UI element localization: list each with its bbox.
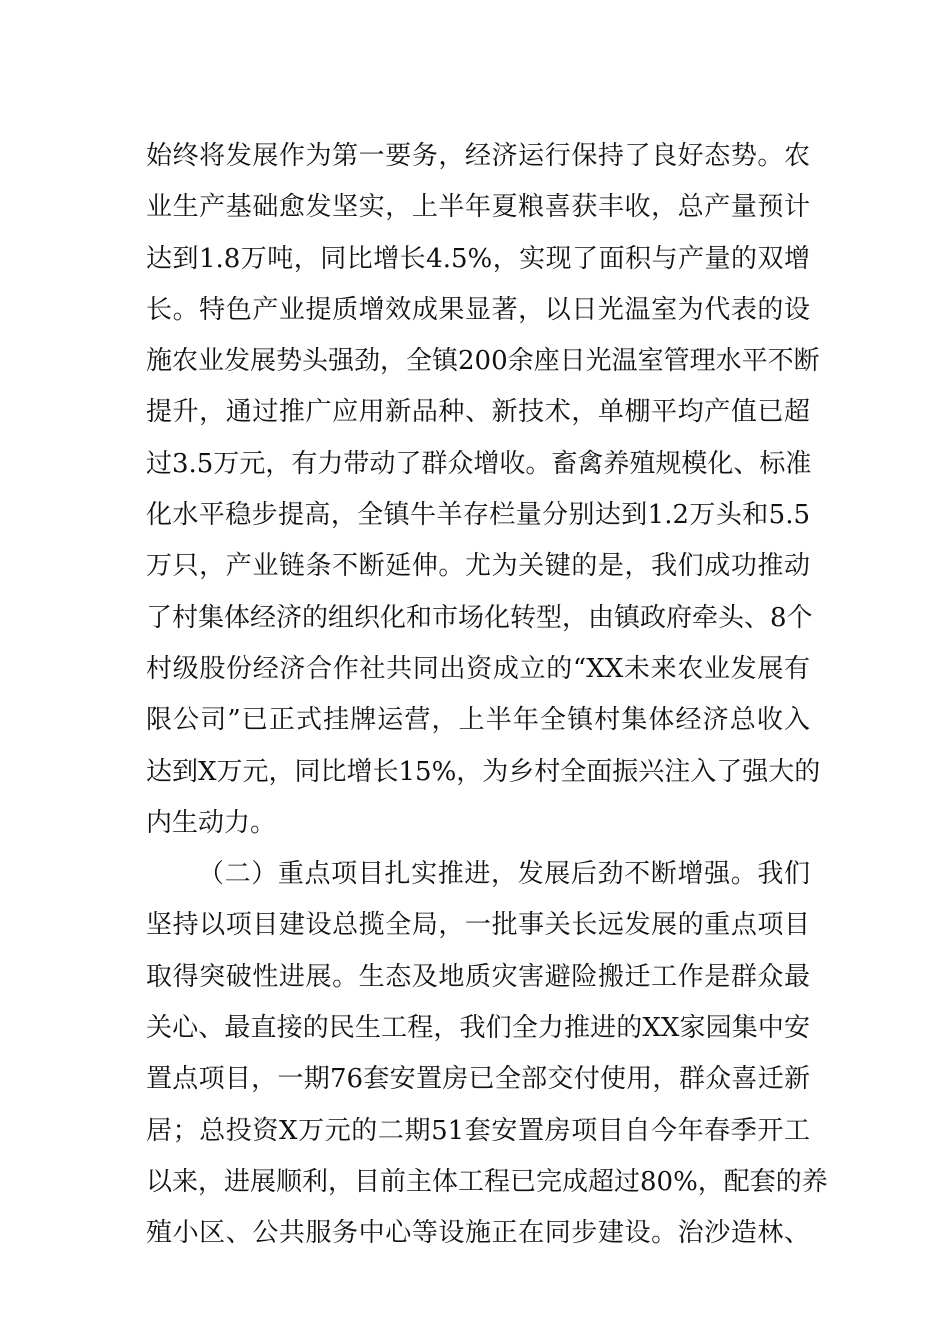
text-line: 提升，通过推广应用新品种、新技术，单棚平均产值已超 <box>146 397 810 428</box>
text-line: 化水平稳步提高，全镇牛羊存栏量分别达到1.2万头和5.5 <box>146 500 810 531</box>
text-line: 坚持以项目建设总揽全局，一批事关长远发展的重点项目 <box>146 910 810 941</box>
text-line: 内生动力。 <box>146 807 277 838</box>
body-text <box>146 131 828 1260</box>
text-line: 业生产基础愈发坚实，上半年夏粮喜获丰收，总产量预计 <box>146 192 810 223</box>
paragraph-1 <box>146 131 821 849</box>
text-line: 施农业发展势头强劲，全镇200余座日光温室管理水平不断 <box>146 346 820 377</box>
text-line: 取得突破性进展。生态及地质灾害避险搬迁工作是群众最 <box>146 961 810 992</box>
section-heading-line: （二）重点项目扎实推进，发展后劲不断增强。我们 <box>198 859 810 890</box>
text-line: 达到1.8万吨，同比增长4.5%，实现了面积与产量的双增 <box>146 243 810 274</box>
text-line: 关心、最直接的民生工程，我们全力推进的XX家园集中安 <box>146 1013 810 1044</box>
text-line: 殖小区、公共服务中心等设施正在同步建设。治沙造林、 <box>146 1218 810 1249</box>
text-line: 限公司”已正式挂牌运营，上半年全镇村集体经济总收入 <box>146 705 810 736</box>
text-line: 以来，进展顺利，目前主体工程已完成超过80%，配套的养 <box>146 1166 828 1197</box>
text-line: 万只，产业链条不断延伸。尤为关键的是，我们成功推动 <box>146 551 810 582</box>
text-line: 过3.5万元，有力带动了群众增收。畜禽养殖规模化、标准 <box>146 448 812 479</box>
text-line: 始终将发展作为第一要务，经济运行保持了良好态势。农 <box>146 141 810 171</box>
text-line: 了村集体经济的组织化和市场化转型，由镇政府牵头、8个 <box>146 602 813 633</box>
paragraph-2 <box>146 849 828 1259</box>
text-line: 达到X万元，同比增长15%，为乡村全面振兴注入了强大的 <box>146 756 821 787</box>
text-line: 居；总投资X万元的二期51套安置房项目自今年春季开工 <box>146 1115 810 1146</box>
text-line: 置点项目，一期76套安置房已全部交付使用，群众喜迁新 <box>146 1064 810 1095</box>
text-line: 村级股份经济合作社共同出资成立的“XX未来农业发展有 <box>146 653 810 684</box>
text-line: 长。特色产业提质增效成果显著，以日光温室为代表的设 <box>146 294 810 325</box>
